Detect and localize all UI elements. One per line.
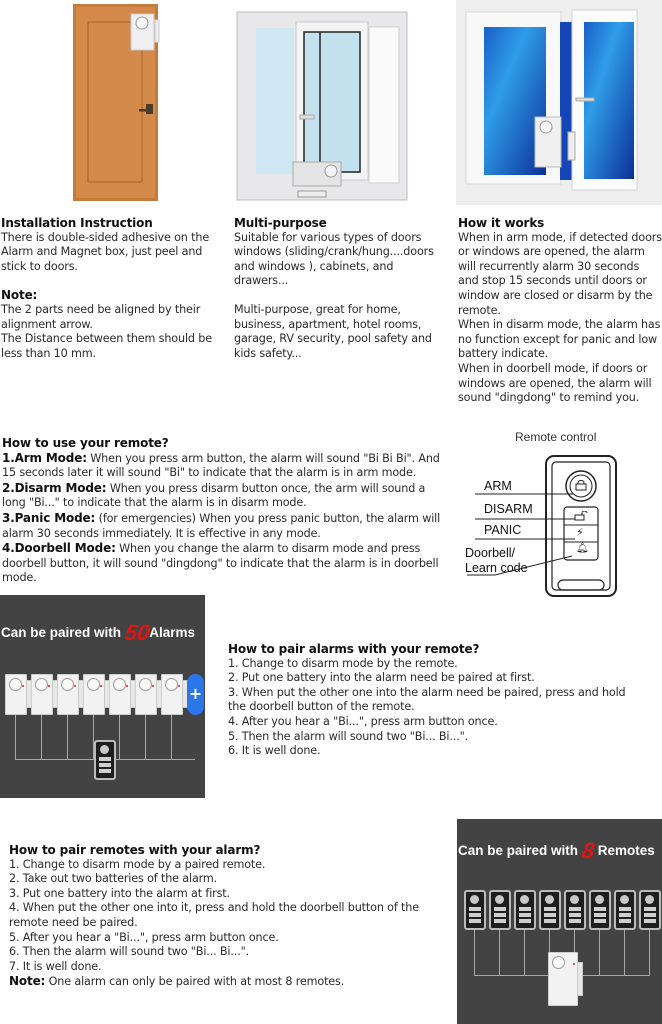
- connector-line: [624, 930, 625, 975]
- pair-remotes-note: [9, 974, 449, 990]
- remote-icon: [539, 890, 561, 930]
- connector-line: [524, 930, 525, 975]
- note-label: Note:: [9, 974, 46, 989]
- connector-line: [474, 930, 475, 975]
- connector-line: [41, 715, 42, 759]
- how-it-works-title: How it works: [458, 216, 545, 230]
- connector-line: [67, 715, 68, 759]
- alarms-count: 50: [123, 620, 152, 645]
- casement-window-illustration: [456, 0, 662, 205]
- pair-alarms-step: 1. Change to disarm mode by the remote.: [228, 656, 458, 670]
- remote-label-arm: ARM: [484, 479, 512, 493]
- remote-label-doorbell: Doorbell/: [465, 546, 516, 560]
- alarms-panel-title: [1, 622, 205, 644]
- installation-title: Installation Instruction: [1, 216, 153, 230]
- remotes-count: 8: [580, 838, 596, 863]
- pair-remotes-step: 2. Take out two batteries of the alarm.: [9, 872, 218, 886]
- alarm-device-icon: [548, 952, 578, 1006]
- remotes-panel-prefix: Can be paired with: [458, 843, 582, 858]
- pair-alarms-title: How to pair alarms with your remote?: [228, 642, 480, 656]
- remotes-panel-title: [458, 840, 662, 862]
- pair-remotes-section: [9, 843, 449, 990]
- pair-alarms-step: 2. Put one battery into the alarm need be paired at first.: [228, 671, 535, 685]
- mode-doorbell: [2, 541, 450, 586]
- alarms-pairing-panel: [0, 595, 205, 798]
- remote-label-disarm: DISARM: [484, 502, 533, 516]
- mode-disarm: [2, 481, 450, 511]
- alarms-panel-prefix: Can be paired with: [1, 625, 125, 640]
- connector-line: [599, 930, 600, 975]
- connector-line: [649, 930, 650, 975]
- connector-line: [119, 715, 120, 759]
- pair-remotes-title: How to pair remotes with your alarm?: [9, 843, 261, 857]
- remote-icon: [94, 740, 116, 780]
- remote-icon: [589, 890, 611, 930]
- multipurpose-para: Multi-purpose, great for home, business, apartment, hotel rooms, garage, RV security, pool safety and kids safety...: [234, 302, 432, 360]
- sliding-window-illustration: [228, 0, 456, 205]
- mode-label: 3.Panic Mode:: [2, 510, 96, 525]
- remote-label-panic: PANIC: [484, 523, 522, 537]
- mode-label: 1.Arm Mode:: [2, 450, 87, 465]
- pair-remotes-step: 4. When put the other one into it, press and hold the doorbell button of the remote need be paired.: [9, 901, 419, 929]
- pair-alarms-step: 4. After you hear a "Bi...", press arm button once.: [228, 714, 498, 728]
- multipurpose-section: [234, 216, 434, 361]
- pair-remotes-step: 3. Put one battery into the alarm at first.: [9, 886, 230, 900]
- alarm-device-icon: [5, 674, 27, 715]
- pair-remotes-step: 5. After you hear a "Bi...", press arm button once.: [9, 930, 279, 944]
- mode-text: When you press arm button, the alarm will sound "Bi Bi Bi". And 15 seconds later it will sound "Bi" to indicate that the alarm is in arm mode.: [2, 451, 440, 480]
- pair-alarms-step: 6. It is well done.: [228, 744, 321, 758]
- installation-body: There is double-sided adhesive on the Alarm and Magnet box, just peel and stick to doors.: [1, 230, 210, 273]
- installation-note-line: The Distance between them should be less than 10 mm.: [1, 332, 212, 360]
- multipurpose-title: Multi-purpose: [234, 216, 327, 230]
- pair-alarms-step: 5. Then the alarm will sound two "Bi... Bi...".: [228, 729, 469, 743]
- remote-icon: [564, 890, 586, 930]
- connector-line: [145, 715, 146, 759]
- mode-text: When you press disarm button once, the arm will sound a long "Bi..." to indicate that the alarm is in disarm mode.: [2, 481, 426, 510]
- connector-line: [499, 930, 500, 975]
- installation-note-title: Note:: [1, 288, 38, 303]
- how-it-works-para: When in doorbell mode, if doors or windows are opened, the alarm will sound "dingdong" to remind you.: [458, 361, 652, 405]
- mode-label: 2.Disarm Mode:: [2, 480, 107, 495]
- casement-window-photo: [456, 0, 662, 205]
- pair-remotes-step: 7. It is well done.: [9, 959, 102, 973]
- remote-usage-title: How to use your remote?: [2, 436, 169, 450]
- installation-section: [1, 216, 227, 361]
- remote-label-learn-code: Learn code: [465, 561, 528, 575]
- how-it-works-section: [458, 216, 662, 406]
- mode-text: (for emergencies) When you press panic button, the alarm will alarm 30 seconds immediately. It is effective in any mode.: [2, 511, 441, 540]
- alarm-device-icon: [83, 674, 105, 715]
- unlock-icon[interactable]: [574, 511, 588, 521]
- sliding-window-photo: [228, 0, 456, 205]
- mode-label: 4.Doorbell Mode:: [2, 541, 116, 556]
- magnet-icon: [577, 962, 583, 996]
- connector-line: [171, 715, 172, 759]
- alarm-device-icon: [161, 674, 183, 715]
- door-illustration: [0, 0, 228, 205]
- pair-remotes-step: 1. Change to disarm mode by a paired remote.: [9, 857, 266, 871]
- alarms-panel-suffix: Alarms: [149, 625, 196, 640]
- remote-icon: [464, 890, 486, 930]
- remote-icon: [514, 890, 536, 930]
- remote-diagram-title: Remote control: [515, 430, 597, 444]
- multipurpose-para: Suitable for various types of doors windows (sliding/crank/hung....doors and windows ), cabinets, and drawers...: [234, 230, 434, 288]
- remote-icon: [614, 890, 636, 930]
- pair-alarms-step: 3. When put the other one into the alarm need be paired, press and hold the doorbell button of the remote.: [228, 685, 626, 714]
- alarm-device-icon: [135, 674, 157, 715]
- bell-icon[interactable]: 🔔︎: [576, 543, 589, 554]
- remote-icon: [489, 890, 511, 930]
- add-more-icon: +: [187, 674, 204, 715]
- alarm-device-icon: [57, 674, 79, 715]
- connector-line: [15, 715, 16, 759]
- panic-icon[interactable]: ⚡: [576, 526, 584, 539]
- pair-alarms-section: [228, 642, 640, 759]
- alarm-device-icon: [31, 674, 53, 715]
- alarm-device-icon: [109, 674, 131, 715]
- remote-usage-section: [2, 436, 450, 586]
- remotes-pairing-panel: [457, 819, 662, 1024]
- remote-icon: [639, 890, 661, 930]
- mode-arm: [2, 451, 450, 481]
- lock-icon[interactable]: [575, 480, 587, 491]
- how-it-works-para: When in arm mode, if detected doors or windows are opened, the alarm will recurrently alarm 30 seconds and stop 15 seconds until doors or window are closed or disarm by the remote.: [458, 230, 662, 317]
- note-text: One alarm can only be paired with at most 8 remotes.: [45, 975, 345, 989]
- door-photo: [0, 0, 228, 205]
- remote-diagram: [455, 425, 662, 600]
- remotes-panel-suffix: Remotes: [594, 843, 655, 858]
- mode-panic: [2, 511, 450, 541]
- how-it-works-para: When in disarm mode, the alarm has no function except for panic and low battery indicate.: [458, 318, 661, 361]
- pair-remotes-step: 6. Then the alarm will sound two "Bi... Bi...".: [9, 945, 250, 959]
- mode-text: When you change the alarm to disarm mode and press doorbell button, it will sound "dingdong" to indicate that the alarm is in doorbell mode.: [2, 542, 439, 585]
- installation-note-line: The 2 parts need be aligned by their alignment arrow.: [1, 302, 201, 331]
